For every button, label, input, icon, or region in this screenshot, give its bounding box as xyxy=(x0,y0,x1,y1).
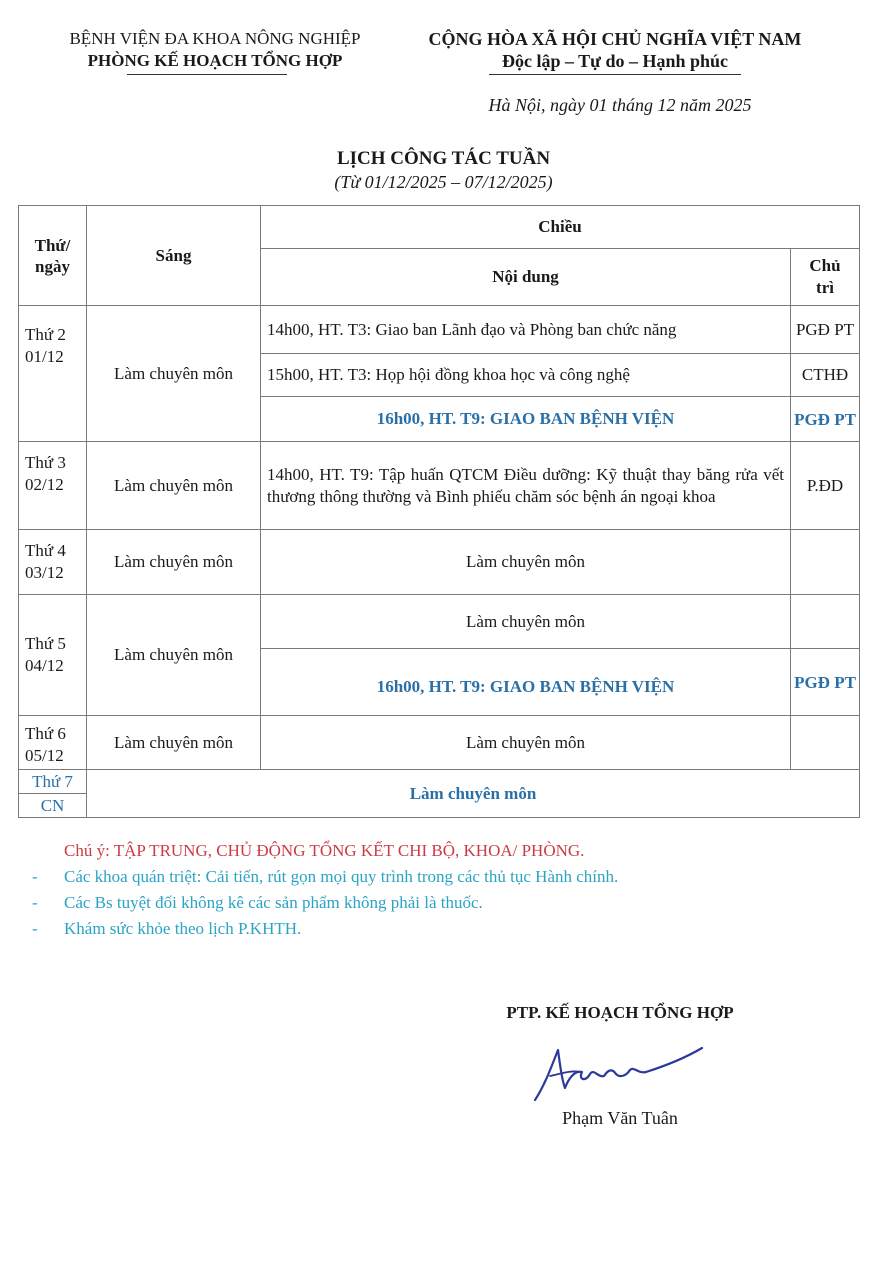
day-label: Thứ 5 xyxy=(25,634,66,653)
afternoon-content-highlight: 16h00, HT. T9: GIAO BAN BỆNH VIỆN xyxy=(261,397,791,442)
note-item xyxy=(20,864,880,890)
table-row xyxy=(19,530,860,595)
note-text: Khám sức khỏe theo lịch P.KHTH. xyxy=(64,919,302,938)
attention-note: Chú ý: TẬP TRUNG, CHỦ ĐỘNG TỔNG KẾT CHI BỘ, KHOA/ PHÒNG. xyxy=(64,841,585,860)
chair-cell xyxy=(791,595,860,649)
morning-cell: Làm chuyên môn xyxy=(87,306,261,442)
day-date: 04/12 xyxy=(25,656,64,675)
day-cell-sunday: CN xyxy=(19,794,87,818)
date-line: Hà Nội, ngày 01 tháng 12 năm 2025 xyxy=(488,95,752,115)
day-label: Thứ 3 xyxy=(25,453,66,472)
afternoon-content: Làm chuyên môn xyxy=(261,716,791,770)
chair-cell xyxy=(791,716,860,770)
header-content: Nội dung xyxy=(261,249,791,306)
bullet-dash: - xyxy=(32,867,38,886)
table-row xyxy=(19,306,860,354)
afternoon-content: Làm chuyên môn xyxy=(261,530,791,595)
hospital-name: BỆNH VIỆN ĐA KHOA NÔNG NGHIỆP xyxy=(69,29,361,48)
day-cell xyxy=(19,595,87,716)
table-row xyxy=(19,442,860,530)
day-label: Thứ 2 xyxy=(25,325,66,344)
afternoon-content: 15h00, HT. T3: Họp hội đồng khoa học và công nghệ xyxy=(261,354,791,397)
handwritten-signature-icon xyxy=(530,1040,710,1110)
org-underline xyxy=(127,74,287,75)
motto: Độc lập – Tự do – Hạnh phúc xyxy=(501,51,729,71)
day-cell xyxy=(19,530,87,595)
afternoon-content: Làm chuyên môn xyxy=(261,595,791,649)
morning-cell: Làm chuyên môn xyxy=(87,442,261,530)
org-header xyxy=(20,28,410,72)
note-text: Các khoa quán triệt: Cải tiến, rút gọn mọi quy trình trong các thủ tục Hành chính. xyxy=(64,867,619,886)
note-item xyxy=(20,916,880,942)
header-chair: Chủ trì xyxy=(791,249,860,306)
signatory-title: PTP. KẾ HOẠCH TỔNG HỢP xyxy=(506,1003,734,1022)
morning-cell: Làm chuyên môn xyxy=(87,595,261,716)
chair-cell: CTHĐ xyxy=(791,354,860,397)
chair-cell: P.ĐD xyxy=(791,442,860,530)
day-label: Thứ 6 xyxy=(25,723,66,743)
chair-cell: PGĐ PT xyxy=(791,306,860,354)
day-cell xyxy=(19,442,87,530)
table-row xyxy=(19,716,860,770)
day-label: Thứ 4 xyxy=(25,541,66,560)
note-item xyxy=(20,890,880,916)
day-cell-saturday: Thứ 7 xyxy=(19,770,87,794)
department-name: PHÒNG KẾ HOẠCH TỔNG HỢP xyxy=(87,51,343,70)
day-date: 05/12 xyxy=(25,745,64,765)
header-morning: Sáng xyxy=(87,206,261,306)
header-afternoon: Chiều xyxy=(261,206,860,249)
signer-name: Phạm Văn Tuân xyxy=(562,1108,678,1128)
afternoon-content-highlight: 16h00, HT. T9: GIAO BAN BỆNH VIỆN xyxy=(261,649,791,716)
schedule-table xyxy=(18,205,860,818)
morning-cell: Làm chuyên môn xyxy=(87,530,261,595)
motto-underline xyxy=(489,74,741,75)
day-date: 02/12 xyxy=(25,475,64,494)
document-title: LỊCH CÔNG TÁC TUẦN xyxy=(336,148,551,169)
bullet-dash: - xyxy=(32,919,38,938)
header-day: Thứ/ ngày xyxy=(19,206,87,306)
table-row xyxy=(19,595,860,649)
date-range: (Từ 01/12/2025 – 07/12/2025) xyxy=(334,172,553,192)
chair-cell xyxy=(791,530,860,595)
weekend-merged-cell: Làm chuyên môn xyxy=(87,770,860,818)
note-text: Các Bs tuyệt đối không kê các sản phẩm không phải là thuốc. xyxy=(64,893,483,912)
day-date: 01/12 xyxy=(25,347,64,366)
national-header xyxy=(400,28,830,72)
day-cell xyxy=(19,716,87,770)
nation-name: CỘNG HÒA XÃ HỘI CHỦ NGHĨA VIỆT NAM xyxy=(428,29,802,49)
chair-cell: PGĐ PT xyxy=(791,397,860,442)
notes-section xyxy=(20,838,880,942)
afternoon-content: 14h00, HT. T3: Giao ban Lãnh đạo và Phòng ban chức năng xyxy=(261,306,791,354)
day-date: 03/12 xyxy=(25,563,64,582)
bullet-dash: - xyxy=(32,893,38,912)
morning-cell: Làm chuyên môn xyxy=(87,716,261,770)
day-cell xyxy=(19,306,87,442)
chair-cell: PGĐ PT xyxy=(791,649,860,716)
afternoon-content: 14h00, HT. T9: Tập huấn QTCM Điều dưỡng: Kỹ thuật thay băng rửa vết thương thông thường và Bình phiếu chăm sóc bệnh án ngoại khoa xyxy=(261,442,791,530)
table-row xyxy=(19,770,860,794)
